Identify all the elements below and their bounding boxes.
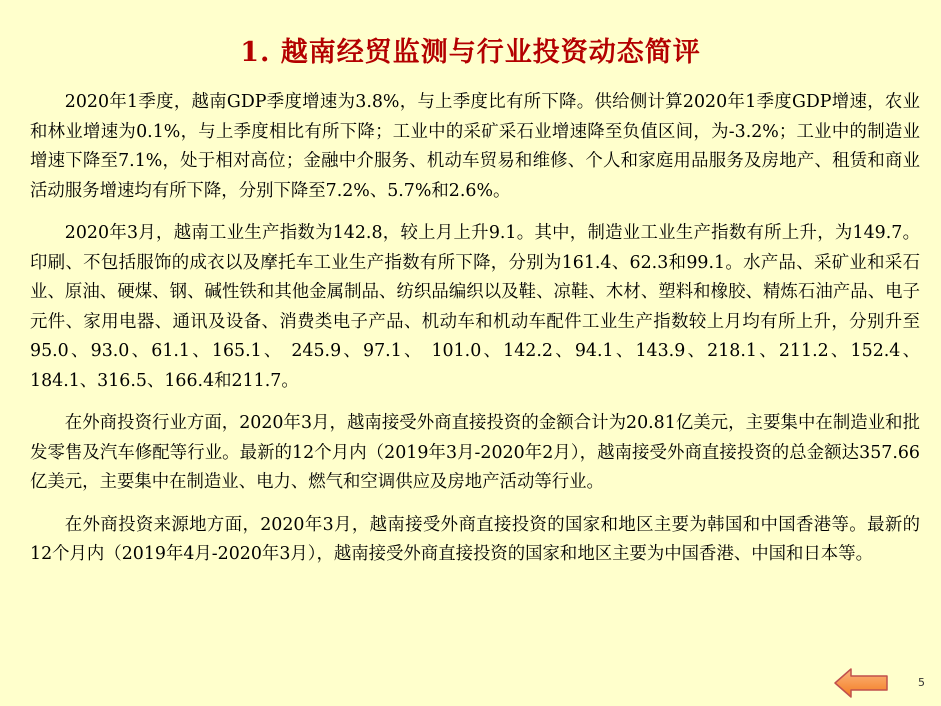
back-arrow-button[interactable] <box>833 667 889 699</box>
paragraph-fdi-source: 在外商投资来源地方面，2020年3月，越南接受外商直接投资的国家和地区主要为韩国和中国香港等。最新的12个月内（2019年4月-2020年3月），越南接受外商直接投资的国家和地区主要为中国香港、中国和日本等。 <box>30 514 920 564</box>
paragraph-industrial-production: 2020年3月，越南工业生产指数为142.8，较上月上升9.1。其中，制造业工业生产指数有所上升，为149.7。印刷、不包括服饰的成衣以及摩托车工业生产指数有所下降，分别为161.4、62.3和99.1。水产品、采矿业和采石业、原油、硬煤、钢、碱性铁和其他金属制品、纺织品编织以及鞋、凉鞋、木材、塑料和橡胶、精炼石油产品、电子元件、家用电器、通讯及设备、消费类电子产品、机动车和机动车配件工业生产指数较上月均有所上升，分别升至95.0、93.0、61.1、165.1、 245.9、97.1、 101.0、142.2、94.1、143.9、218.1、211.2、152.4、184.1、316.5、166.4和211.7。 <box>30 223 920 391</box>
left-arrow-icon <box>833 667 889 699</box>
paragraph-gdp: 2020年1季度，越南GDP季度增速为3.8%，与上季度比有所下降。供给侧计算2020年1季度GDP增速，农业和林业增速为0.1%，与上季度相比有所下降；工业中的采矿采石业增速降至负值区间，为-3.2%；工业中的制造业增速下降至7.1%，处于相对高位；金融中介服务、机动车贸易和维修、个人和家庭用品服务及房地产、租赁和商业活动服务增速均有所下降，分别下降至7.2%、5.7%和2.6%。 <box>30 92 920 201</box>
slide-title: 1. 越南经贸监测与行业投资动态简评 <box>240 37 701 68</box>
body-text <box>30 88 920 583</box>
paragraph-fdi-industry: 在外商投资行业方面，2020年3月，越南接受外商直接投资的金额合计为20.81亿美元，主要集中在制造业和批发零售及汽车修配等行业。最新的12个月内（2019年3月-2020年2月），越南接受外商直接投资的总金额达357.66亿美元，主要集中在制造业、电力、燃气和空调供应及房地产活动等行业。 <box>30 413 920 492</box>
page-number: 5 <box>918 676 925 689</box>
